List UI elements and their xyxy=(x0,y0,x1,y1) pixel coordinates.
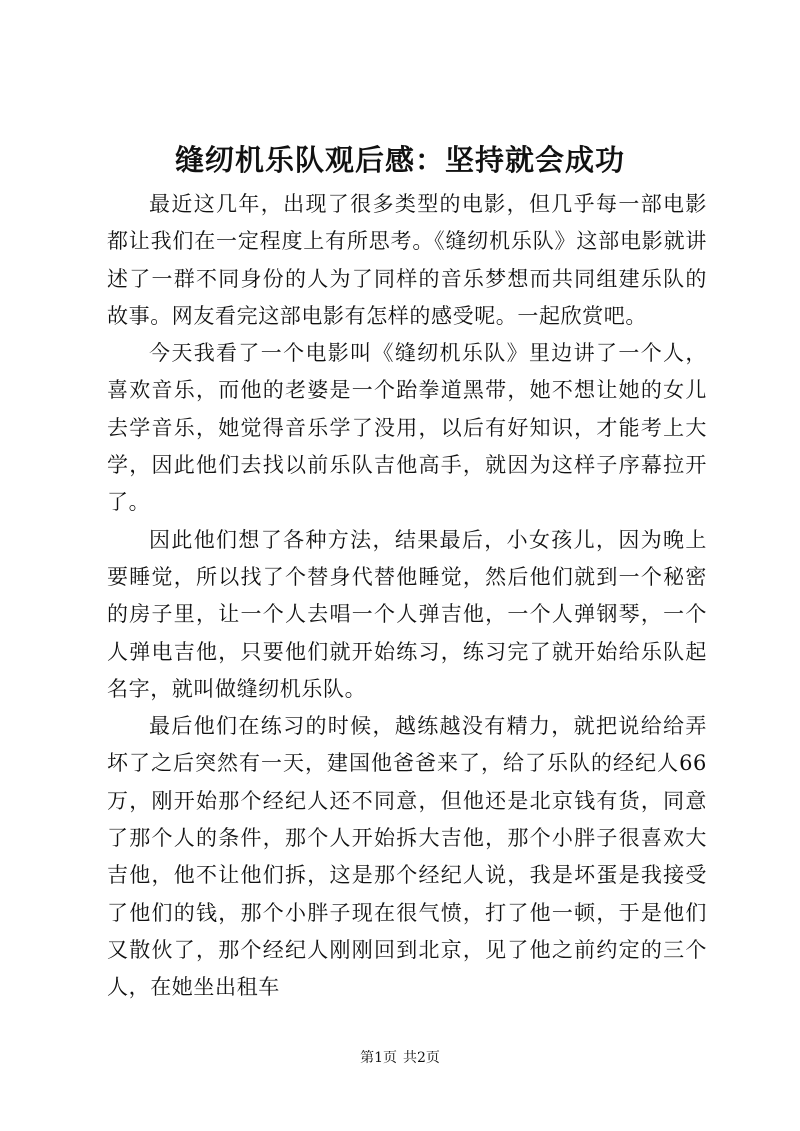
article-body xyxy=(107,186,707,1007)
paragraph-conflict: 最后他们在练习的时候，越练越没有精力，就把说给给弄坏了之后突然有一天，建国他爸爸来了，给了乐队的经纪人66万，刚开始那个经纪人还不同意，但他还是北京钱有货，同意了那个人的条件，那个人开始拆大吉他，那个小胖子很喜欢大吉他，他不让他们拆，这是那个经纪人说，我是坏蛋是我接受了他们的钱，那个小胖子现在很气愤，打了他一顿，于是他们又散伙了，那个经纪人刚刚回到北京，见了他之前约定的三个人，在她坐出租车 xyxy=(107,714,707,1000)
page-number-current: 第1页 xyxy=(360,1050,397,1066)
paragraph-band-formation: 因此他们想了各种方法，结果最后，小女孩儿，因为晚上要睡觉，所以找了个替身代替他睡觉，然后他们就到一个秘密的房子里，让一个人去唱一个人弹吉他，一个人弹钢琴，一个人弹电吉他，只要他们就开始练习，练习完了就开始给乐队起名字，就叫做缝纫机乐队。 xyxy=(107,527,707,701)
page-title: 缝纫机乐队观后感：坚持就会成功 xyxy=(174,143,625,177)
paragraph-plot-start: 今天我看了一个电影叫《缝纫机乐队》里边讲了一个人，喜欢音乐，而他的老婆是一个跆拳道黑带，她不想让她的女儿去学音乐，她觉得音乐学了没用，以后有好知识，才能考上大学，因此他们去找以前乐队吉他高手，就因为这样子序幕拉开了。 xyxy=(107,341,707,515)
paragraph-intro: 最近这几年，出现了很多类型的电影，但几乎每一部电影都让我们在一定程度上有所思考。《缝纫机乐队》这部电影就讲述了一群不同身份的人为了同样的音乐梦想而共同组建乐队的故事。网友看完这部电影有怎样的感受呢。一起欣赏吧。 xyxy=(107,192,707,328)
page-number-total: 共2页 xyxy=(403,1050,440,1066)
page-footer xyxy=(0,1048,800,1068)
